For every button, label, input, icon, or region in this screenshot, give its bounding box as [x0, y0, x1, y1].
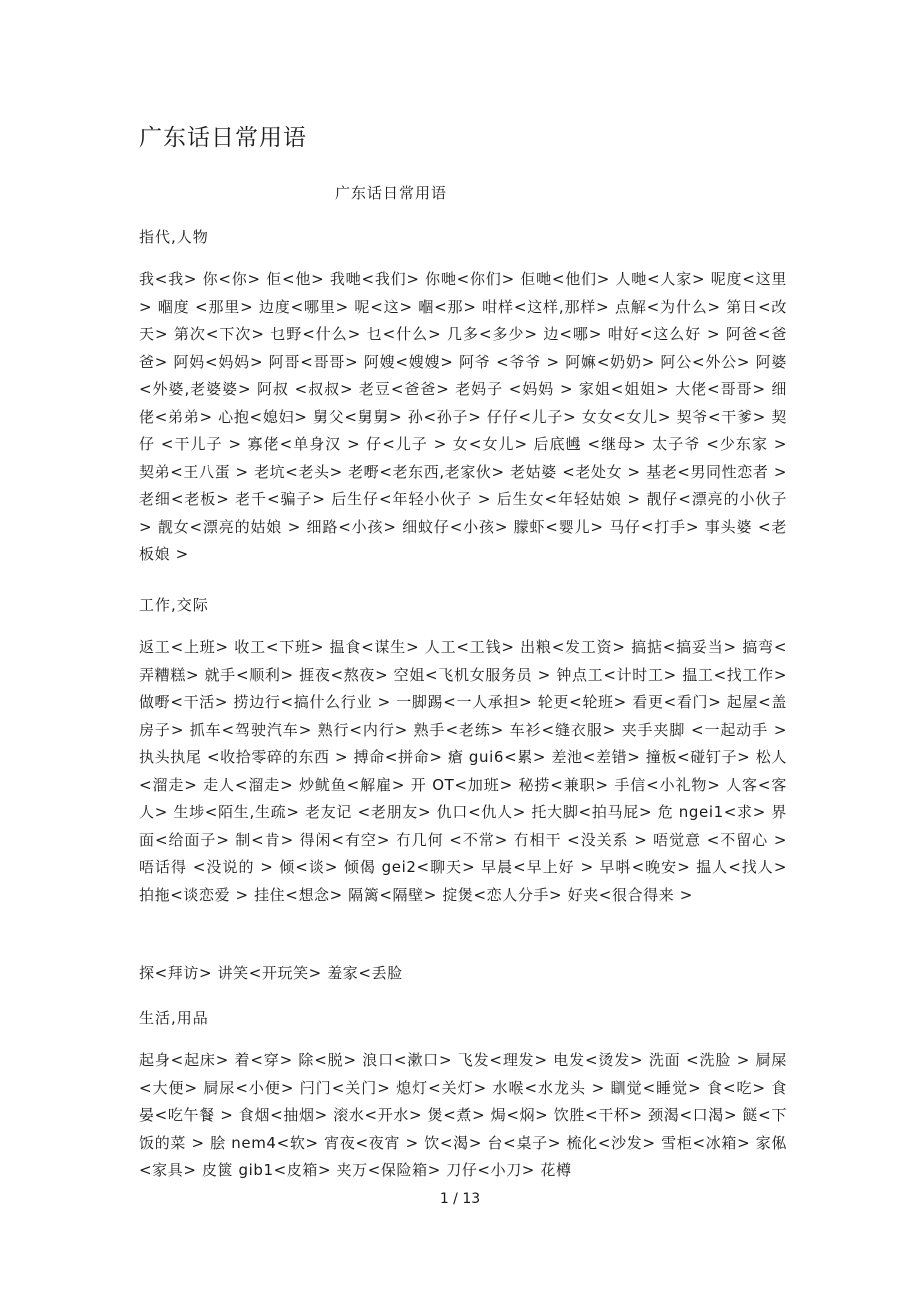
- document-subtitle: 广东话日常用语: [335, 184, 448, 202]
- section-body-daily-life: 起身<起床> 着<穿> 除<脱> 浪口<漱口> 飞发<理发> 电发<烫发> 洗面 <洗脸 > 屙屎<大便> 屙尿<小便> 闩门<关门> 熄灯<关灯> 水喉<水龙头 > 瞓觉<睡觉> 食<吃> 食晏<吃午餐 > 食烟<抽烟> 滚水<开水> 煲<煮> 焗<焖> 饮胜<干杯> 颈渴<口渴> 餸<下饭的菜 > 脍 nem4<软> 宵夜<夜宵 > 饮<渴> 台<桌子> 梳化<沙发> 雪柜<冰箱> 家俬<家具> 皮篋 gib1<皮箱> 夹万<保险箱> 刀仔<小刀> 花樽: [139, 1051, 787, 1179]
- section-heading-daily-life: 生活,用品: [139, 1009, 209, 1027]
- section-body-visiting-joking: 探<拜访> 讲笑<开玩笑> 羞家<丢脸: [139, 964, 403, 982]
- section-heading-work-social: 工作,交际: [139, 596, 209, 614]
- section-heading-pronouns-people: 指代,人物: [139, 228, 209, 246]
- page-number: 1 / 13: [439, 1191, 481, 1207]
- section-body-work-social: 返工<上班> 收工<下班> 揾食<谋生> 人工<工钱> 出粮<发工资> 搞掂<搞妥当> 搞弯<弄糟糕> 就手<顺利> 捱夜<熬夜> 空姐<飞机女服务员 > 钟点工<计时工> 揾工<找工作> 做嘢<干活> 捞边行<搞什么行业 > 一脚踢<一人承担> 轮更<轮班> 看更<看门> 起屋<盖房子> 抓车<驾驶汽车> 熟行<内行> 熟手<老练> 车衫<缝衣服> 夹手夹脚 <一起动手 > 执头执尾 <收拾零碎的东西 > 搏命<拼命> 瘡 gui6<累> 差池<差错> 撞板<碰钉子> 松人<溜走> 走人<溜走> 炒鱿鱼<解雇> 开 OT<加班> 秘捞<兼职> 手信<小礼物> 人客<客人> 生埗<陌生,生疏> 老友记 <老朋友> 仇口<仇人> 托大脚<拍马屁> 危 ngei1<求> 界面<给面子> 制<肯> 得闲<有空> 冇几何 <不常> 冇相干 <没关系 > 唔觉意 <不留心 > 唔话得 <没说的 > 倾<谈> 倾偈 gei2<聊天> 早晨<早上好 > 早唞<晚安> 揾人<找人> 拍拖<谈恋爱 > 挂住<想念> 隔篱<隔壁> 掟煲<恋人分手> 好夹<很合得来 >: [139, 638, 787, 904]
- section-body-pronouns-people: 我<我> 你<你> 佢<他> 我哋<我们> 你哋<你们> 佢哋<他们> 人哋<人家> 呢度<这里> 嗰度 <那里> 边度<哪里> 呢<这> 嗰<那> 咁样<这样,那样> 点解<为什么> 第日<改天> 第次<下次> 乜野<什么> 乜<什么> 几多<多少> 边<哪> 咁好<这么好 > 阿爸<爸爸> 阿妈<妈妈> 阿哥<哥哥> 阿嫂<嫂嫂> 阿爷 <爷爷 > 阿嫲<奶奶> 阿公<外公> 阿婆<外婆,老婆婆> 阿叔 <叔叔> 老豆<爸爸> 老妈子 <妈妈 > 家姐<姐姐> 大佬<哥哥> 细佬<弟弟> 心抱<媳妇> 舅父<舅舅> 孙<孙子> 仔仔<儿子> 女女<女儿> 契爷<干爹> 契仔 <干儿子 > 寡佬<单身汉 > 仔<儿子 > 女<女儿> 后底乸 <继母> 太子爷 <少东家 > 契弟<王八蛋 > 老坑<老头> 老嘢<老东西,老家伙> 老姑婆 <老处女 > 基老<男同性恋者 > 老细<老板> 老千<骗子> 后生仔<年轻小伙子 > 后生女<年轻姑娘 > 靓仔<漂亮的小伙子 > 靓女<漂亮的姑娘 > 细路<小孩> 细蚊仔<小孩> 朦虾<婴儿> 马仔<打手> 事头婆 <老板娘 >: [139, 270, 787, 563]
- document-title: 广东话日常用语: [139, 125, 307, 151]
